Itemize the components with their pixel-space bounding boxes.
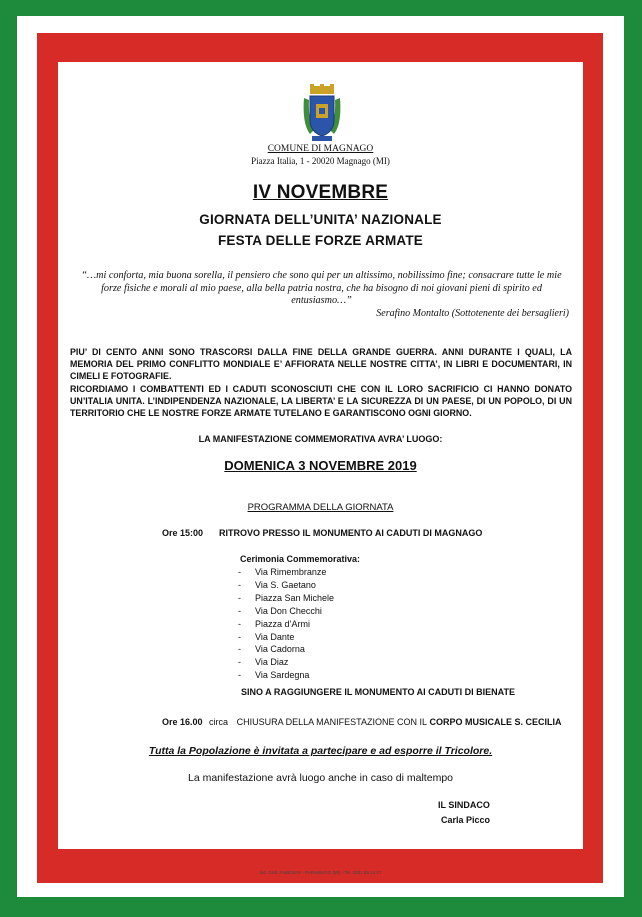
subtitle-unita: GIORNATA DELL’UNITA’ NAZIONALE: [199, 212, 442, 227]
printer-footer: Ind. Graf. FABIOLINI - PARABIAGO (MI) - Tel. 0331.55.14.17: [259, 870, 382, 875]
body-text: [70, 346, 572, 419]
program-second-band: CORPO MUSICALE S. CECILIA: [429, 717, 562, 727]
program-second-circa: circa: [209, 717, 229, 727]
program-first-time: Ore 15:00: [162, 528, 204, 538]
signature-role: IL SINDACO: [438, 800, 490, 810]
list-item: - Piazza San Michele: [238, 592, 335, 603]
page-title: IV NOVEMBRE: [252, 182, 389, 203]
event-announcement: LA MANIFESTAZIONE COMMEMORATIVA AVRA’ LUOGO:: [198, 434, 443, 444]
body-paragraph-1: PIU’ DI CENTO ANNI SONO TRASCORSI DALLA FINE DELLA GRANDE GUERRA. ANNI DURANTE I QUALI, LA MEMORIA DEL PRIMO CONFLITTO MONDIALE E’ AFFIORATA NELLE NOSTRE CITTA’, IN LIBRI E DOCUMENTARI, IN CIMELI E FOTOGRAFIE.: [70, 347, 572, 382]
list-item: - Piazza d’Armi: [238, 618, 311, 629]
route-list: [238, 566, 334, 682]
poster-sheet: [58, 62, 583, 875]
list-item: - Via S. Gaetano: [238, 579, 316, 590]
quote-author: Serafino Montalto (Sottotenente dei bersaglieri): [376, 308, 569, 319]
invitation-text: Tutta la Popolazione è invitata a partecipare e ad esporre il Tricolore.: [148, 745, 493, 757]
body-paragraph-2: RICORDIAMO I COMBATTENTI ED I CADUTI SCONOSCIUTI CHE CON IL LORO SACRIFICIO CI HANNO DONATO UN’ITALIA UNITA. L’INDIPENDENZA NAZIONALE, LA LIBERTA’ E LA SICUREZZA DI UN PAESE, DI UN POPOLO, DI UN TERRITORIO CHE LE NOSTRE FORZE ARMATE TUTELANO E GARANTISCONO OGNI GIORNO.: [70, 383, 572, 419]
ceremony-title: Cerimonia Commemorativa:: [240, 554, 361, 564]
list-item: - Via Rimembranze: [238, 567, 327, 577]
subtitle-forze-armate: FESTA DELLE FORZE ARMATE: [217, 233, 424, 248]
municipal-crest-icon: [300, 84, 344, 144]
weather-note: La manifestazione avrà luogo anche in caso di maltempo: [188, 772, 453, 784]
program-second-text: CHIUSURA DELLA MANIFESTAZIONE CON IL: [236, 717, 427, 727]
list-item: - Via Dante: [238, 631, 295, 642]
comune-address: Piazza Italia, 1 - 20020 Magnago (MI): [251, 156, 390, 166]
event-date: DOMENICA 3 NOVEMBRE 2019: [224, 458, 417, 473]
list-item: - Via Cadorna: [238, 644, 305, 655]
list-item: - Via Don Checchi: [238, 605, 322, 616]
program-first-text: RITROVO PRESSO IL MONUMENTO AI CADUTI DI MAGNAGO: [219, 528, 483, 538]
signature-name: Carla Picco: [441, 815, 491, 825]
quote-text: “…mi conforta, mia buona sorella, il pensiero che sono qui per un altissimo, nobilissimo fine; consacrare tutte le mie forze fisiche e morali al mio paese, alla bella patria nostra, che ha bisogno di noi giovani pieni di spirito ed entusiasmo…”: [81, 270, 562, 306]
comune-name: COMUNE DI MAGNAGO: [267, 144, 374, 154]
route-end: SINO A RAGGIUNGERE IL MONUMENTO AI CADUTI DI BIENATE: [241, 687, 516, 697]
signature-block: [438, 798, 490, 828]
program-title: PROGRAMMA DELLA GIORNATA: [247, 502, 394, 513]
list-item: - Via Diaz: [238, 657, 289, 668]
program-second-row: [162, 717, 561, 727]
program-second-time: Ore 16.00: [162, 717, 203, 727]
list-item: - Via Sardegna: [238, 670, 310, 681]
